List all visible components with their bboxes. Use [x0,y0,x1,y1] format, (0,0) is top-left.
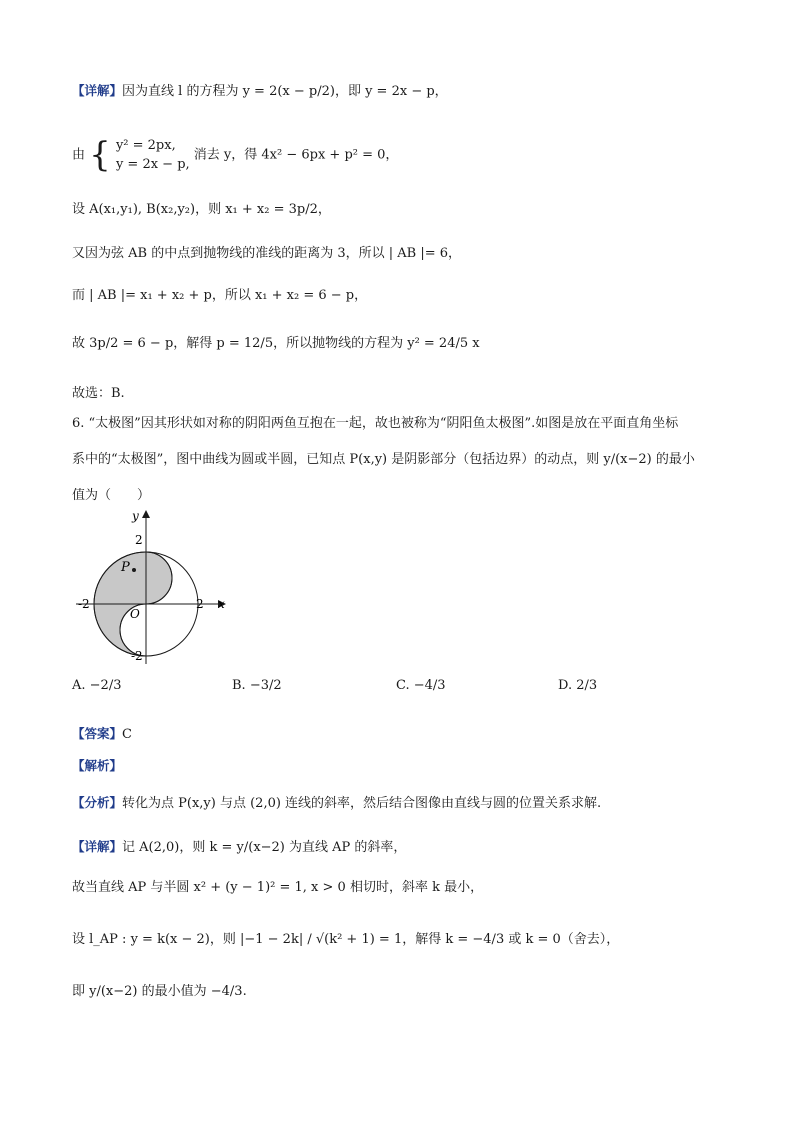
option-c-text: C. −4/3 [396,678,446,693]
line-1-text: 因为直线 l 的方程为 y = 2(x − p/2)，即 y = 2x − p， [122,84,448,99]
option-d[interactable] [558,678,597,693]
line-4-text: 又因为弦 AB 的中点到抛物线的准线的距离为 3，所以 | AB |= 6， [72,246,462,261]
line-3-text: 设 A(x₁,y₁), B(x₂,y₂)，则 x₁ + x₂ = 3p/2， [72,202,331,217]
detail-line-1 [72,836,406,855]
tick-left: -2 [78,597,90,611]
origin-label: O [130,607,140,621]
line-2-rest: 消去 y，得 4x² − 6px + p² = 0， [193,147,399,163]
analysis-text: 转化为点 P(x,y) 与点 (2,0) 连线的斜率，然后结合图像由直线与圆的位置关系求解. [122,796,602,811]
answer-tag: 【答案】 [72,726,123,741]
line-5-text: 而 | AB |= x₁ + x₂ + p，所以 x₁ + x₂ = 6 − p， [72,288,368,303]
question-text-1: 6. “太极图”因其形状如对称的阴阳两鱼互抱在一起，故也被称为“阴阳鱼太极图”.如图是放在平面直角坐标 [72,416,679,431]
analysis-tag: 【解析】 [72,758,123,773]
question-text-3: 值为（ ） [72,488,151,503]
solution-line-7 [72,382,125,401]
detail-tag-2: 【详解】 [72,839,123,854]
option-c[interactable] [396,678,446,693]
detail-tag: 【详解】 [72,83,123,98]
equation-1: y² = 2px, [115,138,176,153]
analysis-line [72,792,601,811]
analysis-heading [72,756,122,774]
detail-text-1: 记 A(2,0)，则 k = y/(x−2) 为直线 AP 的斜率， [122,840,407,855]
option-d-text: D. 2/3 [558,678,598,693]
detail-text-3: 设 l_AP : y = k(x − 2)，则 |−1 − 2k| / √(k² + 1) = 1，解得 k = −4/3 或 k = 0（舍去）， [72,932,620,947]
taiji-figure [72,508,242,668]
solution-line-6 [72,332,480,351]
line-2-lead: 由 [72,147,86,163]
equation-2: y = 2x − p, [115,157,190,172]
question-line-2 [72,448,695,467]
equation-system [116,136,190,174]
analysis-sub-tag: 【分析】 [72,795,123,810]
detail-text-2: 故当直线 AP 与半圆 x² + (y − 1)² = 1, x > 0 相切时，斜率 k 最小， [72,880,484,895]
question-line-3 [72,484,150,503]
solution-line-1 [72,80,448,99]
solution-line-5 [72,284,367,303]
line-6-text: 故 3p/2 = 6 − p，解得 p = 12/5，所以抛物线的方程为 y² = 24/5 x [72,336,480,351]
line-7-text: 故选：B. [72,386,125,401]
answer-value: C [122,727,132,742]
tick-bottom: -2 [131,649,143,663]
detail-line-2 [72,876,483,895]
detail-line-4 [72,980,247,999]
question-text-2: 系中的“太极图”，图中曲线为圆或半圆，已知点 P(x,y) 是阴影部分（包括边界）的动点，则 y/(x−2) 的最小 [72,452,695,467]
point-p-label: P [121,560,130,575]
x-axis-label: x [218,597,225,611]
tick-top: 2 [135,533,143,547]
point-p-dot [132,568,136,572]
detail-line-3 [72,928,619,947]
option-a[interactable] [72,678,121,693]
question-line-1 [72,412,678,431]
option-b[interactable] [232,678,282,693]
brace-symbol: { [89,135,111,175]
option-a-text: A. −2/3 [72,678,122,693]
y-axis-label: y [132,509,139,523]
answer-line [72,724,132,742]
option-b-text: B. −3/2 [232,678,282,693]
solution-line-3 [72,198,331,217]
solution-line-2 [72,136,398,174]
solution-line-4 [72,242,461,261]
tick-right: 2 [196,597,204,611]
detail-text-4: 即 y/(x−2) 的最小值为 −4/3. [72,984,247,999]
